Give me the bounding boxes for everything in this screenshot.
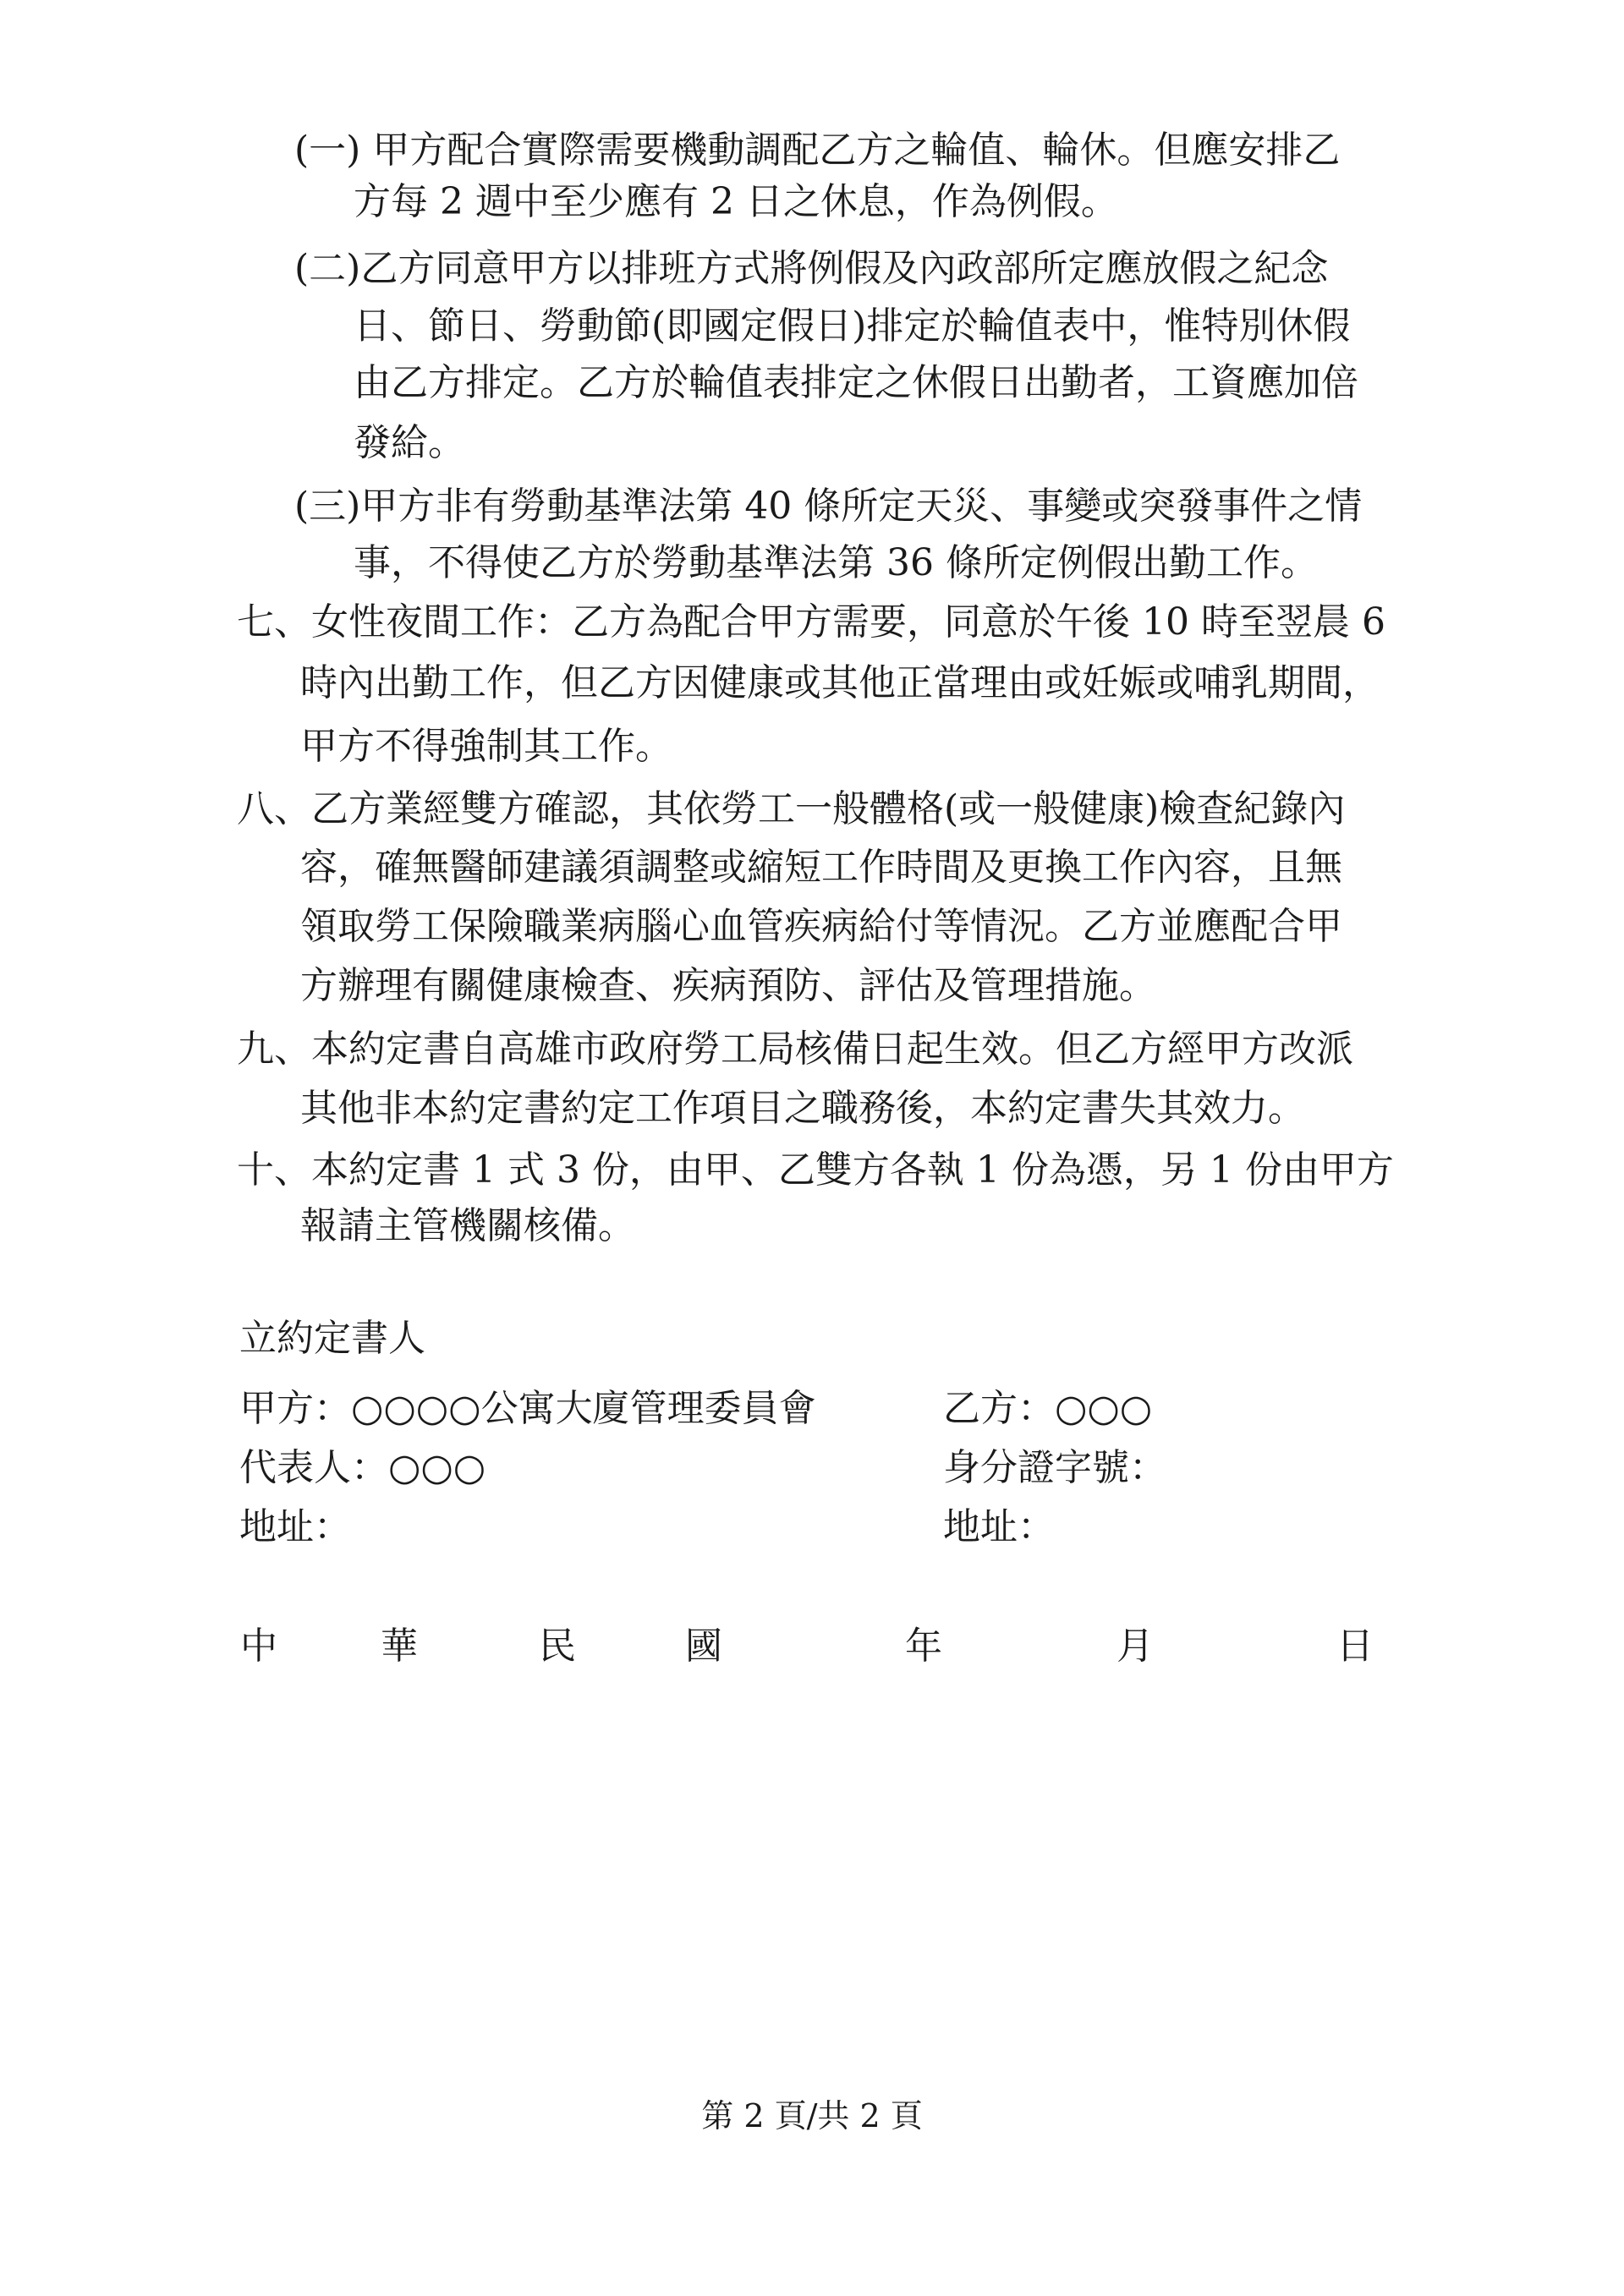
party-a-address: 地址： (239, 1505, 351, 1548)
clause-8-line-4: 方辦理有關健康檢查、疾病預防、評估及管理措施。 (300, 964, 1156, 1007)
clause-9-line-2: 其他非本約定書約定工作項目之職務後，本約定書失其效力。 (300, 1087, 1305, 1130)
party-b-id-number: 身分證字號： (943, 1446, 1166, 1489)
signatories-heading: 立約定書人 (239, 1317, 425, 1360)
clause-6-2-line-2: 日、節日、勞動節(即國定假日)排定於輪值表中，惟特別休假 (354, 304, 1351, 348)
clause-6-3-line-2: 事，不得使乙方於勞動基準法第 36 條所定例假出勤工作。 (354, 541, 1318, 584)
clause-8-line-2: 容，確無醫師建議須調整或縮短工作時間及更換工作內容，且無 (300, 846, 1342, 889)
clause-7-line-1: 七、女性夜間工作：乙方為配合甲方需要，同意於午後 10 時至翌晨 6 (237, 600, 1385, 644)
clause-6-3-line-1: (三)甲方非有勞動基準法第 40 條所定天災、事變或突發事件之情 (294, 485, 1363, 528)
date-day: 日 (1336, 1625, 1374, 1668)
clause-7-line-2: 時內出勤工作，但乙方因健康或其他正當理由或妊娠或哺乳期間， (300, 661, 1380, 704)
party-a-name: 甲方：○○○○公寓大廈管理委員會 (239, 1387, 816, 1430)
clause-10-line-2: 報請主管機關核備。 (300, 1204, 635, 1247)
date-year: 年 (905, 1625, 942, 1668)
date-guo: 國 (685, 1625, 722, 1668)
party-b-name: 乙方：○○○ (943, 1387, 1153, 1430)
date-min: 民 (539, 1625, 576, 1668)
clause-6-2-line-3: 由乙方排定。乙方於輪值表排定之休假日出勤者，工資應加倍 (354, 361, 1358, 404)
clause-7-line-3: 甲方不得強制其工作。 (300, 725, 672, 768)
date-month: 月 (1116, 1625, 1154, 1668)
clause-8-line-3: 領取勞工保險職業病腦心血管疾病給付等情況。乙方並應配合甲 (300, 905, 1342, 948)
clause-6-1-line-1: (一) 甲方配合實際需要機動調配乙方之輪值、輪休。但應安排乙 (294, 129, 1341, 172)
date-hua: 華 (381, 1625, 418, 1668)
clause-10-line-1: 十、本約定書 1 式 3 份，由甲、乙雙方各執 1 份為憑，另 1 份由甲方 (237, 1148, 1394, 1192)
party-a-representative: 代表人：○○○ (239, 1446, 486, 1489)
party-b-address: 地址： (943, 1505, 1055, 1548)
page-number-footer: 第 2 頁/共 2 頁 (701, 2097, 923, 2134)
date-zhong: 中 (240, 1625, 277, 1668)
clause-6-2-line-4: 發給。 (354, 421, 465, 464)
clause-8-line-1: 八、乙方業經雙方確認，其依勞工一般體格(或一般健康)檢查紀錄內 (237, 787, 1346, 830)
clause-6-2-line-1: (二)乙方同意甲方以排班方式將例假及內政部所定應放假之紀念 (294, 247, 1329, 290)
clause-6-1-line-2: 方每 2 週中至少應有 2 日之休息，作為例假。 (354, 180, 1118, 223)
clause-9-line-1: 九、本約定書自高雄市政府勞工局核備日起生效。但乙方經甲方改派 (237, 1027, 1353, 1071)
